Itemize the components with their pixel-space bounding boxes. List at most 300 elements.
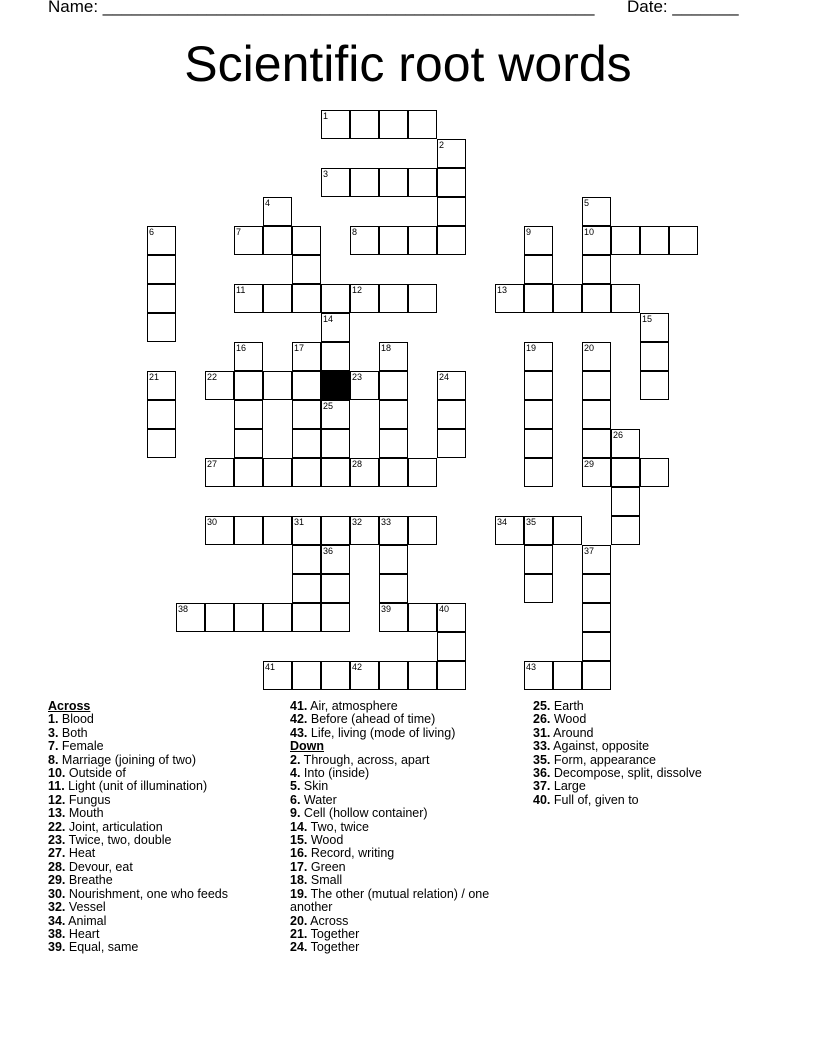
crossword-cell[interactable] xyxy=(321,400,350,429)
crossword-cell[interactable] xyxy=(321,545,350,574)
clue-item xyxy=(48,807,283,820)
crossword-cell[interactable] xyxy=(205,371,234,400)
clue-item-number: 19. xyxy=(290,886,308,901)
crossword-cell[interactable] xyxy=(640,458,669,487)
crossword-cell[interactable] xyxy=(408,226,437,255)
clue-item xyxy=(48,874,283,887)
crossword-cell[interactable] xyxy=(263,661,292,690)
crossword-cell[interactable] xyxy=(379,574,408,603)
clue-item xyxy=(290,941,525,954)
crossword-cell[interactable] xyxy=(234,458,263,487)
clue-item xyxy=(533,740,773,753)
crossword-cell[interactable] xyxy=(321,284,350,313)
clue-number: 22 xyxy=(207,372,218,382)
crossword-cell[interactable] xyxy=(234,342,263,371)
crossword-cell[interactable] xyxy=(437,632,466,661)
clue-item-text: Heart xyxy=(65,926,100,941)
crossword-cell[interactable] xyxy=(321,661,350,690)
clue-item-text: Form, appearance xyxy=(550,752,656,767)
crossword-cell[interactable] xyxy=(611,487,640,516)
clue-item-text: Vessel xyxy=(65,900,106,915)
clue-item xyxy=(290,928,525,941)
crossword-cell[interactable] xyxy=(408,458,437,487)
crossword-cell[interactable] xyxy=(582,400,611,429)
clue-item-number: 31. xyxy=(533,725,551,740)
crossword-cell[interactable] xyxy=(263,516,292,545)
crossword-cell[interactable] xyxy=(437,139,466,168)
clue-item-number: 36. xyxy=(533,766,551,781)
clue-item xyxy=(290,727,525,740)
clue-item xyxy=(290,767,525,780)
clue-item xyxy=(48,915,283,928)
crossword-cell[interactable] xyxy=(379,400,408,429)
crossword-cell[interactable] xyxy=(640,371,669,400)
clue-item-text: Life, living (mode of living) xyxy=(307,725,456,740)
clue-number: 16 xyxy=(236,343,247,353)
crossword-cell[interactable] xyxy=(379,110,408,139)
clue-item-number: 21. xyxy=(290,926,308,941)
clue-number: 37 xyxy=(584,546,595,556)
clue-item xyxy=(533,700,773,713)
clue-item xyxy=(48,821,283,834)
crossword-cell[interactable] xyxy=(379,661,408,690)
clue-item-number: 27. xyxy=(48,846,66,861)
clue-item-text: Blood xyxy=(58,712,94,727)
crossword-cell[interactable] xyxy=(582,342,611,371)
clue-number: 41 xyxy=(265,662,276,672)
clue-item-text: Air, atmosphere xyxy=(307,699,398,713)
clue-item-number: 13. xyxy=(48,806,66,821)
clue-item xyxy=(533,780,773,793)
crossword-cell[interactable] xyxy=(321,168,350,197)
crossword-cell[interactable] xyxy=(292,545,321,574)
crossword-cell[interactable] xyxy=(437,429,466,458)
crossword-cell[interactable] xyxy=(292,429,321,458)
crossword-cell[interactable] xyxy=(582,545,611,574)
crossword-cell[interactable] xyxy=(263,197,292,226)
clue-number: 9 xyxy=(526,227,532,237)
clue-item-text: Marriage (joining of two) xyxy=(58,752,196,767)
clue-item-number: 9. xyxy=(290,806,301,821)
crossword-cell[interactable] xyxy=(234,429,263,458)
clue-item-text: Fungus xyxy=(65,792,111,807)
crossword-cell[interactable] xyxy=(234,603,263,632)
crossword-cell[interactable] xyxy=(205,603,234,632)
clue-number: 2 xyxy=(439,140,445,150)
crossword-cell[interactable] xyxy=(524,342,553,371)
clue-number: 42 xyxy=(352,662,363,672)
clue-item xyxy=(48,794,283,807)
clue-item-number: 11. xyxy=(48,779,65,794)
crossword-cell[interactable] xyxy=(524,516,553,545)
clue-number: 18 xyxy=(381,343,392,353)
clue-number: 30 xyxy=(207,517,218,527)
clue-number: 4 xyxy=(265,198,271,208)
clue-number: 32 xyxy=(352,517,363,527)
clue-item xyxy=(290,874,525,887)
clue-item xyxy=(533,754,773,767)
crossword-cell[interactable] xyxy=(292,603,321,632)
clue-section-heading: Down xyxy=(290,739,325,754)
clue-item-number: 39. xyxy=(48,940,66,955)
clue-item-number: 6. xyxy=(290,792,301,807)
crossword-cell[interactable] xyxy=(205,458,234,487)
clue-number: 38 xyxy=(178,604,189,614)
crossword-cell[interactable] xyxy=(640,226,669,255)
crossword-cell[interactable] xyxy=(263,603,292,632)
clue-number: 10 xyxy=(584,227,595,237)
crossword-cell[interactable] xyxy=(321,313,350,342)
clue-number: 12 xyxy=(352,285,363,295)
clue-item-number: 23. xyxy=(48,833,66,848)
clue-number: 11 xyxy=(236,285,246,295)
clue-item-text: Skin xyxy=(300,779,329,794)
crossword-cell[interactable] xyxy=(321,110,350,139)
clue-item xyxy=(48,767,283,780)
clue-item-text: Animal xyxy=(65,913,107,928)
clue-number: 26 xyxy=(613,430,624,440)
clue-item-text: Heat xyxy=(65,846,96,861)
clue-number: 23 xyxy=(352,372,363,382)
crossword-cell[interactable] xyxy=(176,603,205,632)
clue-item-number: 42. xyxy=(290,712,308,727)
clue-item-number: 7. xyxy=(48,739,59,754)
clue-number: 6 xyxy=(149,227,155,237)
clue-item-number: 17. xyxy=(290,859,308,874)
crossword-cell[interactable] xyxy=(234,284,263,313)
clue-item-number: 14. xyxy=(290,819,308,834)
crossword-cell[interactable] xyxy=(147,371,176,400)
clue-item-text: Small xyxy=(307,873,343,888)
crossword-cell[interactable] xyxy=(234,516,263,545)
clue-item xyxy=(290,754,525,767)
clue-item-number: 2. xyxy=(290,752,301,767)
crossword-cell[interactable] xyxy=(292,661,321,690)
clue-number: 39 xyxy=(381,604,392,614)
crossword-cell[interactable] xyxy=(147,400,176,429)
crossword-cell[interactable] xyxy=(582,603,611,632)
crossword-cell[interactable] xyxy=(292,574,321,603)
clue-item-text: Decompose, split, dissolve xyxy=(550,766,702,781)
crossword-cell[interactable] xyxy=(321,458,350,487)
crossword-cell[interactable] xyxy=(437,168,466,197)
clue-item-text: The other (mutual relation) / one another xyxy=(290,886,490,915)
crossword-cell[interactable] xyxy=(408,516,437,545)
clue-item-text: Twice, two, double xyxy=(65,833,172,848)
clue-item-number: 20. xyxy=(290,913,308,928)
clue-section-heading: Across xyxy=(48,699,91,713)
crossword-cell[interactable] xyxy=(553,516,582,545)
page-title: Scientific root words xyxy=(184,36,632,92)
crossword-cell[interactable] xyxy=(350,110,379,139)
crossword-cell[interactable] xyxy=(408,603,437,632)
crossword-cell[interactable] xyxy=(582,574,611,603)
clue-number: 21 xyxy=(149,372,160,382)
crossword-cell[interactable] xyxy=(147,255,176,284)
crossword-cell[interactable] xyxy=(582,226,611,255)
crossword-cell[interactable] xyxy=(437,371,466,400)
crossword-cell[interactable] xyxy=(495,516,524,545)
clue-item xyxy=(290,861,525,874)
crossword-cell[interactable] xyxy=(292,226,321,255)
clue-item-number: 24. xyxy=(290,940,308,955)
crossword-cell[interactable] xyxy=(350,168,379,197)
clue-item-number: 15. xyxy=(290,833,308,848)
clue-item xyxy=(48,941,283,954)
clue-item xyxy=(290,713,525,726)
clue-number: 35 xyxy=(526,517,537,527)
crossword-cell[interactable] xyxy=(321,429,350,458)
clue-item xyxy=(48,834,283,847)
clue-item-text: Before (ahead of time) xyxy=(307,712,436,727)
crossword-cell[interactable] xyxy=(408,168,437,197)
crossword-cell[interactable] xyxy=(321,603,350,632)
clue-item xyxy=(48,901,283,914)
crossword-cell[interactable] xyxy=(292,371,321,400)
crossword-cell[interactable] xyxy=(524,574,553,603)
clue-number: 43 xyxy=(526,662,537,672)
clue-item xyxy=(48,847,283,860)
clue-number: 25 xyxy=(323,401,334,411)
clue-number: 27 xyxy=(207,459,218,469)
crossword-cell[interactable] xyxy=(234,371,263,400)
crossword-cell[interactable] xyxy=(669,226,698,255)
clue-number: 15 xyxy=(642,314,653,324)
crossword-cell[interactable] xyxy=(524,255,553,284)
crossword-cell[interactable] xyxy=(234,400,263,429)
clue-item xyxy=(533,794,773,807)
clue-number: 31 xyxy=(294,517,305,527)
crossword-cell[interactable] xyxy=(379,342,408,371)
crossword-cell[interactable] xyxy=(582,255,611,284)
crossword-cell[interactable] xyxy=(611,516,640,545)
clue-item-text: Light (unit of illumination) xyxy=(64,779,208,794)
clue-item-text: Together xyxy=(307,926,360,941)
clue-item-text: Two, twice xyxy=(307,819,369,834)
clue-item xyxy=(290,700,525,713)
clue-item-text: Full of, given to xyxy=(550,792,639,807)
clue-item-number: 37. xyxy=(533,779,551,794)
clue-item-number: 26. xyxy=(533,712,551,727)
clue-item xyxy=(290,915,525,928)
crossword-cell[interactable] xyxy=(437,603,466,632)
crossword-cell[interactable] xyxy=(350,284,379,313)
clue-item-text: Equal, same xyxy=(65,940,139,955)
crossword-cell[interactable] xyxy=(321,516,350,545)
clue-item-text: Record, writing xyxy=(307,846,395,861)
clue-number: 34 xyxy=(497,517,508,527)
crossword-cell[interactable] xyxy=(437,226,466,255)
date-field-label[interactable]: Date: _______ xyxy=(627,0,739,16)
clue-item-number: 38. xyxy=(48,926,66,941)
clue-item-number: 4. xyxy=(290,766,301,781)
crossword-cell[interactable] xyxy=(611,429,640,458)
clue-column-3 xyxy=(533,700,773,807)
crossword-cell[interactable] xyxy=(147,226,176,255)
clue-number: 13 xyxy=(497,285,508,295)
clue-item-number: 30. xyxy=(48,886,66,901)
clue-item xyxy=(290,821,525,834)
clue-item-number: 22. xyxy=(48,819,66,834)
crossword-cell[interactable] xyxy=(379,545,408,574)
crossword-cell[interactable] xyxy=(292,342,321,371)
crossword-cell[interactable] xyxy=(350,371,379,400)
crossword-cell[interactable] xyxy=(292,255,321,284)
clue-number: 17 xyxy=(294,343,305,353)
clue-item-number: 3. xyxy=(48,725,59,740)
crossword-cell[interactable] xyxy=(408,110,437,139)
crossword-cell[interactable] xyxy=(524,284,553,313)
crossword-cell[interactable] xyxy=(292,284,321,313)
clue-item-text: Water xyxy=(300,792,337,807)
crossword-cell[interactable] xyxy=(611,458,640,487)
clue-item-number: 16. xyxy=(290,846,308,861)
clue-item-number: 40. xyxy=(533,792,551,807)
clue-number: 40 xyxy=(439,604,450,614)
clue-column-1 xyxy=(48,700,283,955)
crossword-cell[interactable] xyxy=(292,400,321,429)
crossword-cell[interactable] xyxy=(205,516,234,545)
clue-item-number: 12. xyxy=(48,792,66,807)
crossword-cell[interactable] xyxy=(524,545,553,574)
clue-item-number: 28. xyxy=(48,859,66,874)
crossword-cell[interactable] xyxy=(234,226,263,255)
clue-item xyxy=(533,727,773,740)
crossword-cell[interactable] xyxy=(263,226,292,255)
crossword-cell[interactable] xyxy=(611,226,640,255)
crossword-cell[interactable] xyxy=(524,458,553,487)
crossword-cell[interactable] xyxy=(147,284,176,313)
crossword-cell[interactable] xyxy=(263,371,292,400)
crossword-cell[interactable] xyxy=(379,371,408,400)
clue-column-2 xyxy=(290,700,525,955)
crossword-cell[interactable] xyxy=(350,516,379,545)
crossword-cell[interactable] xyxy=(350,226,379,255)
clue-item-number: 34. xyxy=(48,913,66,928)
clue-item-text: Large xyxy=(550,779,586,794)
clue-item xyxy=(48,928,283,941)
crossword-cell[interactable] xyxy=(437,197,466,226)
crossword-cell[interactable] xyxy=(524,661,553,690)
clue-item-text: Green xyxy=(307,859,346,874)
crossword-cell[interactable] xyxy=(524,429,553,458)
clue-item xyxy=(290,807,525,820)
clue-item-text: Cell (hollow container) xyxy=(300,806,428,821)
crossword-cell[interactable] xyxy=(495,284,524,313)
crossword-cell[interactable] xyxy=(408,284,437,313)
crossword-cell[interactable] xyxy=(640,342,669,371)
clue-number: 20 xyxy=(584,343,595,353)
crossword-block xyxy=(321,371,350,400)
crossword-cell[interactable] xyxy=(379,168,408,197)
clue-item xyxy=(290,834,525,847)
clue-item-text: Across xyxy=(307,913,349,928)
clue-item-text: Mouth xyxy=(65,806,104,821)
clue-item xyxy=(48,740,283,753)
clue-item-number: 43. xyxy=(290,725,308,740)
crossword-cell[interactable] xyxy=(437,400,466,429)
clue-item-text: Together xyxy=(307,940,360,955)
clue-item xyxy=(290,780,525,793)
crossword-cell[interactable] xyxy=(147,313,176,342)
crossword-cell[interactable] xyxy=(553,661,582,690)
crossword-cell[interactable] xyxy=(553,284,582,313)
clue-item-number: 25. xyxy=(533,699,551,713)
clue-item-number: 35. xyxy=(533,752,551,767)
clue-number: 28 xyxy=(352,459,363,469)
clue-item-text: Outside of xyxy=(65,766,126,781)
crossword-cell[interactable] xyxy=(379,226,408,255)
clue-item xyxy=(290,794,525,807)
crossword-cell[interactable] xyxy=(292,458,321,487)
clue-number: 7 xyxy=(236,227,242,237)
clue-number: 8 xyxy=(352,227,358,237)
clue-item-number: 10. xyxy=(48,766,66,781)
crossword-cell[interactable] xyxy=(350,661,379,690)
clue-item-text: Both xyxy=(58,725,88,740)
crossword-cell[interactable] xyxy=(379,284,408,313)
clue-number: 33 xyxy=(381,517,392,527)
crossword-cell[interactable] xyxy=(524,226,553,255)
crossword-cell[interactable] xyxy=(147,429,176,458)
crossword-cell[interactable] xyxy=(321,342,350,371)
crossword-cell[interactable] xyxy=(611,284,640,313)
crossword-cell[interactable] xyxy=(582,458,611,487)
clue-item-number: 18. xyxy=(290,873,308,888)
crossword-cell[interactable] xyxy=(292,516,321,545)
clue-item-number: 41. xyxy=(290,699,308,713)
crossword-cell[interactable] xyxy=(582,284,611,313)
clue-item xyxy=(290,847,525,860)
crossword-cell[interactable] xyxy=(408,661,437,690)
crossword-cell[interactable] xyxy=(640,313,669,342)
clue-item xyxy=(48,754,283,767)
clue-number: 36 xyxy=(323,546,334,556)
clue-item xyxy=(48,861,283,874)
crossword-cell[interactable] xyxy=(350,458,379,487)
crossword-cell[interactable] xyxy=(524,400,553,429)
crossword-cell[interactable] xyxy=(379,458,408,487)
crossword-cell[interactable] xyxy=(582,632,611,661)
crossword-cell[interactable] xyxy=(524,371,553,400)
name-field-label[interactable]: Name: ____________________________________________________ xyxy=(48,0,595,16)
crossword-cell[interactable] xyxy=(379,429,408,458)
crossword-cell[interactable] xyxy=(321,574,350,603)
clue-item-text: Devour, eat xyxy=(65,859,133,874)
clue-number: 5 xyxy=(584,198,590,208)
crossword-cell[interactable] xyxy=(263,458,292,487)
crossword-cell[interactable] xyxy=(582,197,611,226)
clue-item-text: Breathe xyxy=(65,873,113,888)
crossword-cell[interactable] xyxy=(437,661,466,690)
clue-item xyxy=(290,888,525,915)
clue-item-number: 32. xyxy=(48,900,66,915)
clue-item-text: Around xyxy=(550,725,594,740)
crossword-cell[interactable] xyxy=(379,603,408,632)
crossword-cell[interactable] xyxy=(582,661,611,690)
clue-item xyxy=(48,888,283,901)
crossword-cell[interactable] xyxy=(379,516,408,545)
crossword-cell[interactable] xyxy=(263,284,292,313)
crossword-cell[interactable] xyxy=(582,371,611,400)
clue-item-text: Through, across, apart xyxy=(300,752,430,767)
clue-number: 29 xyxy=(584,459,595,469)
crossword-cell[interactable] xyxy=(582,429,611,458)
clue-item xyxy=(48,780,283,793)
clue-item xyxy=(48,727,283,740)
clue-item-text: Against, opposite xyxy=(550,739,650,754)
clue-item-number: 5. xyxy=(290,779,301,794)
